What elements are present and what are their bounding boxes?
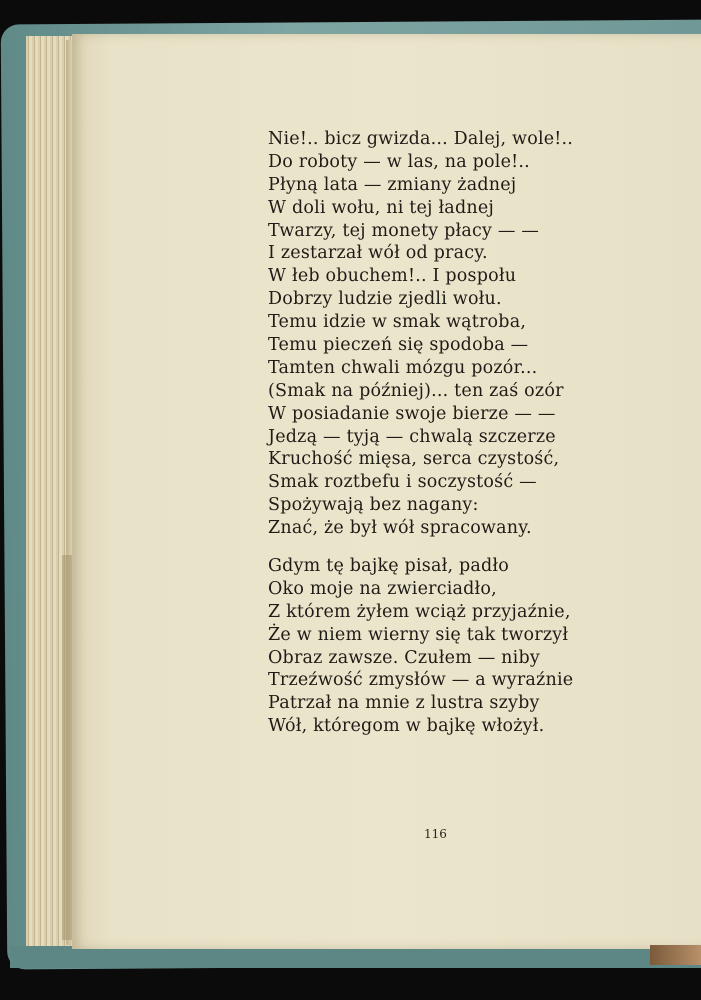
poem-line: Kruchość mięsa, serca czystość,	[268, 449, 560, 470]
poem-line: Smak roztbefu i soczystość —	[268, 472, 537, 493]
stanza-gap	[268, 540, 598, 555]
page-number: 116	[424, 827, 447, 841]
stanza-1	[268, 128, 598, 540]
poem-text	[268, 128, 598, 738]
poem-line: W posiadanie swoje bierze — —	[268, 403, 556, 424]
poem-line: Spożywają bez nagany:	[268, 495, 479, 516]
book-cover-bottom	[10, 946, 701, 968]
poem-line: (Smak na później)... ten zaś ozór	[268, 380, 564, 401]
stanza-2	[268, 555, 598, 738]
poem-line: Temu idzie w smak wątroba,	[268, 312, 527, 333]
poem-line: Twarzy, tej monety płacy — —	[268, 220, 540, 241]
poem-line: Jedzą — tyją — chwalą szczerze	[268, 426, 556, 447]
poem-line: W doli wołu, ni tej ładnej	[268, 197, 495, 218]
poem-line: Tamten chwali mózgu pozór...	[268, 357, 538, 378]
poem-line: Trzeźwość zmysłów — a wyraźnie	[268, 670, 574, 691]
poem-line: Że w niem wierny się tak tworzył	[268, 624, 569, 645]
poem-line: Do roboty — w las, na pole!..	[268, 151, 530, 172]
poem-line: Obraz zawsze. Czułem — niby	[268, 647, 540, 668]
poem-line: Patrzał na mnie z lustra szyby	[268, 693, 540, 714]
poem-line: Wół, któregom w bajkę włożył.	[268, 716, 545, 737]
poem-line: Z którem żyłem wciąż przyjaźnie,	[268, 601, 571, 622]
poem-line: Dobrzy ludzie zjedli wołu.	[268, 289, 502, 310]
poem-line: Płyną lata — zmiany żadnej	[268, 174, 517, 195]
poem-line: I zestarzał wół od pracy.	[268, 243, 488, 264]
poem-line: Nie!.. bicz gwizda... Dalej, wole!..	[268, 129, 574, 149]
poem-line: Znać, że był wół spracowany.	[268, 518, 532, 539]
poem-line: Gdym tę bajkę pisał, padło	[268, 556, 510, 577]
poem-line: Oko moje na zwierciadło,	[268, 578, 497, 599]
page-corner	[650, 945, 701, 965]
poem-line: Temu pieczeń się spodoba —	[268, 335, 529, 356]
page-edge-stain	[62, 555, 72, 940]
poem-line: W łeb obuchem!.. I pospołu	[268, 266, 517, 287]
